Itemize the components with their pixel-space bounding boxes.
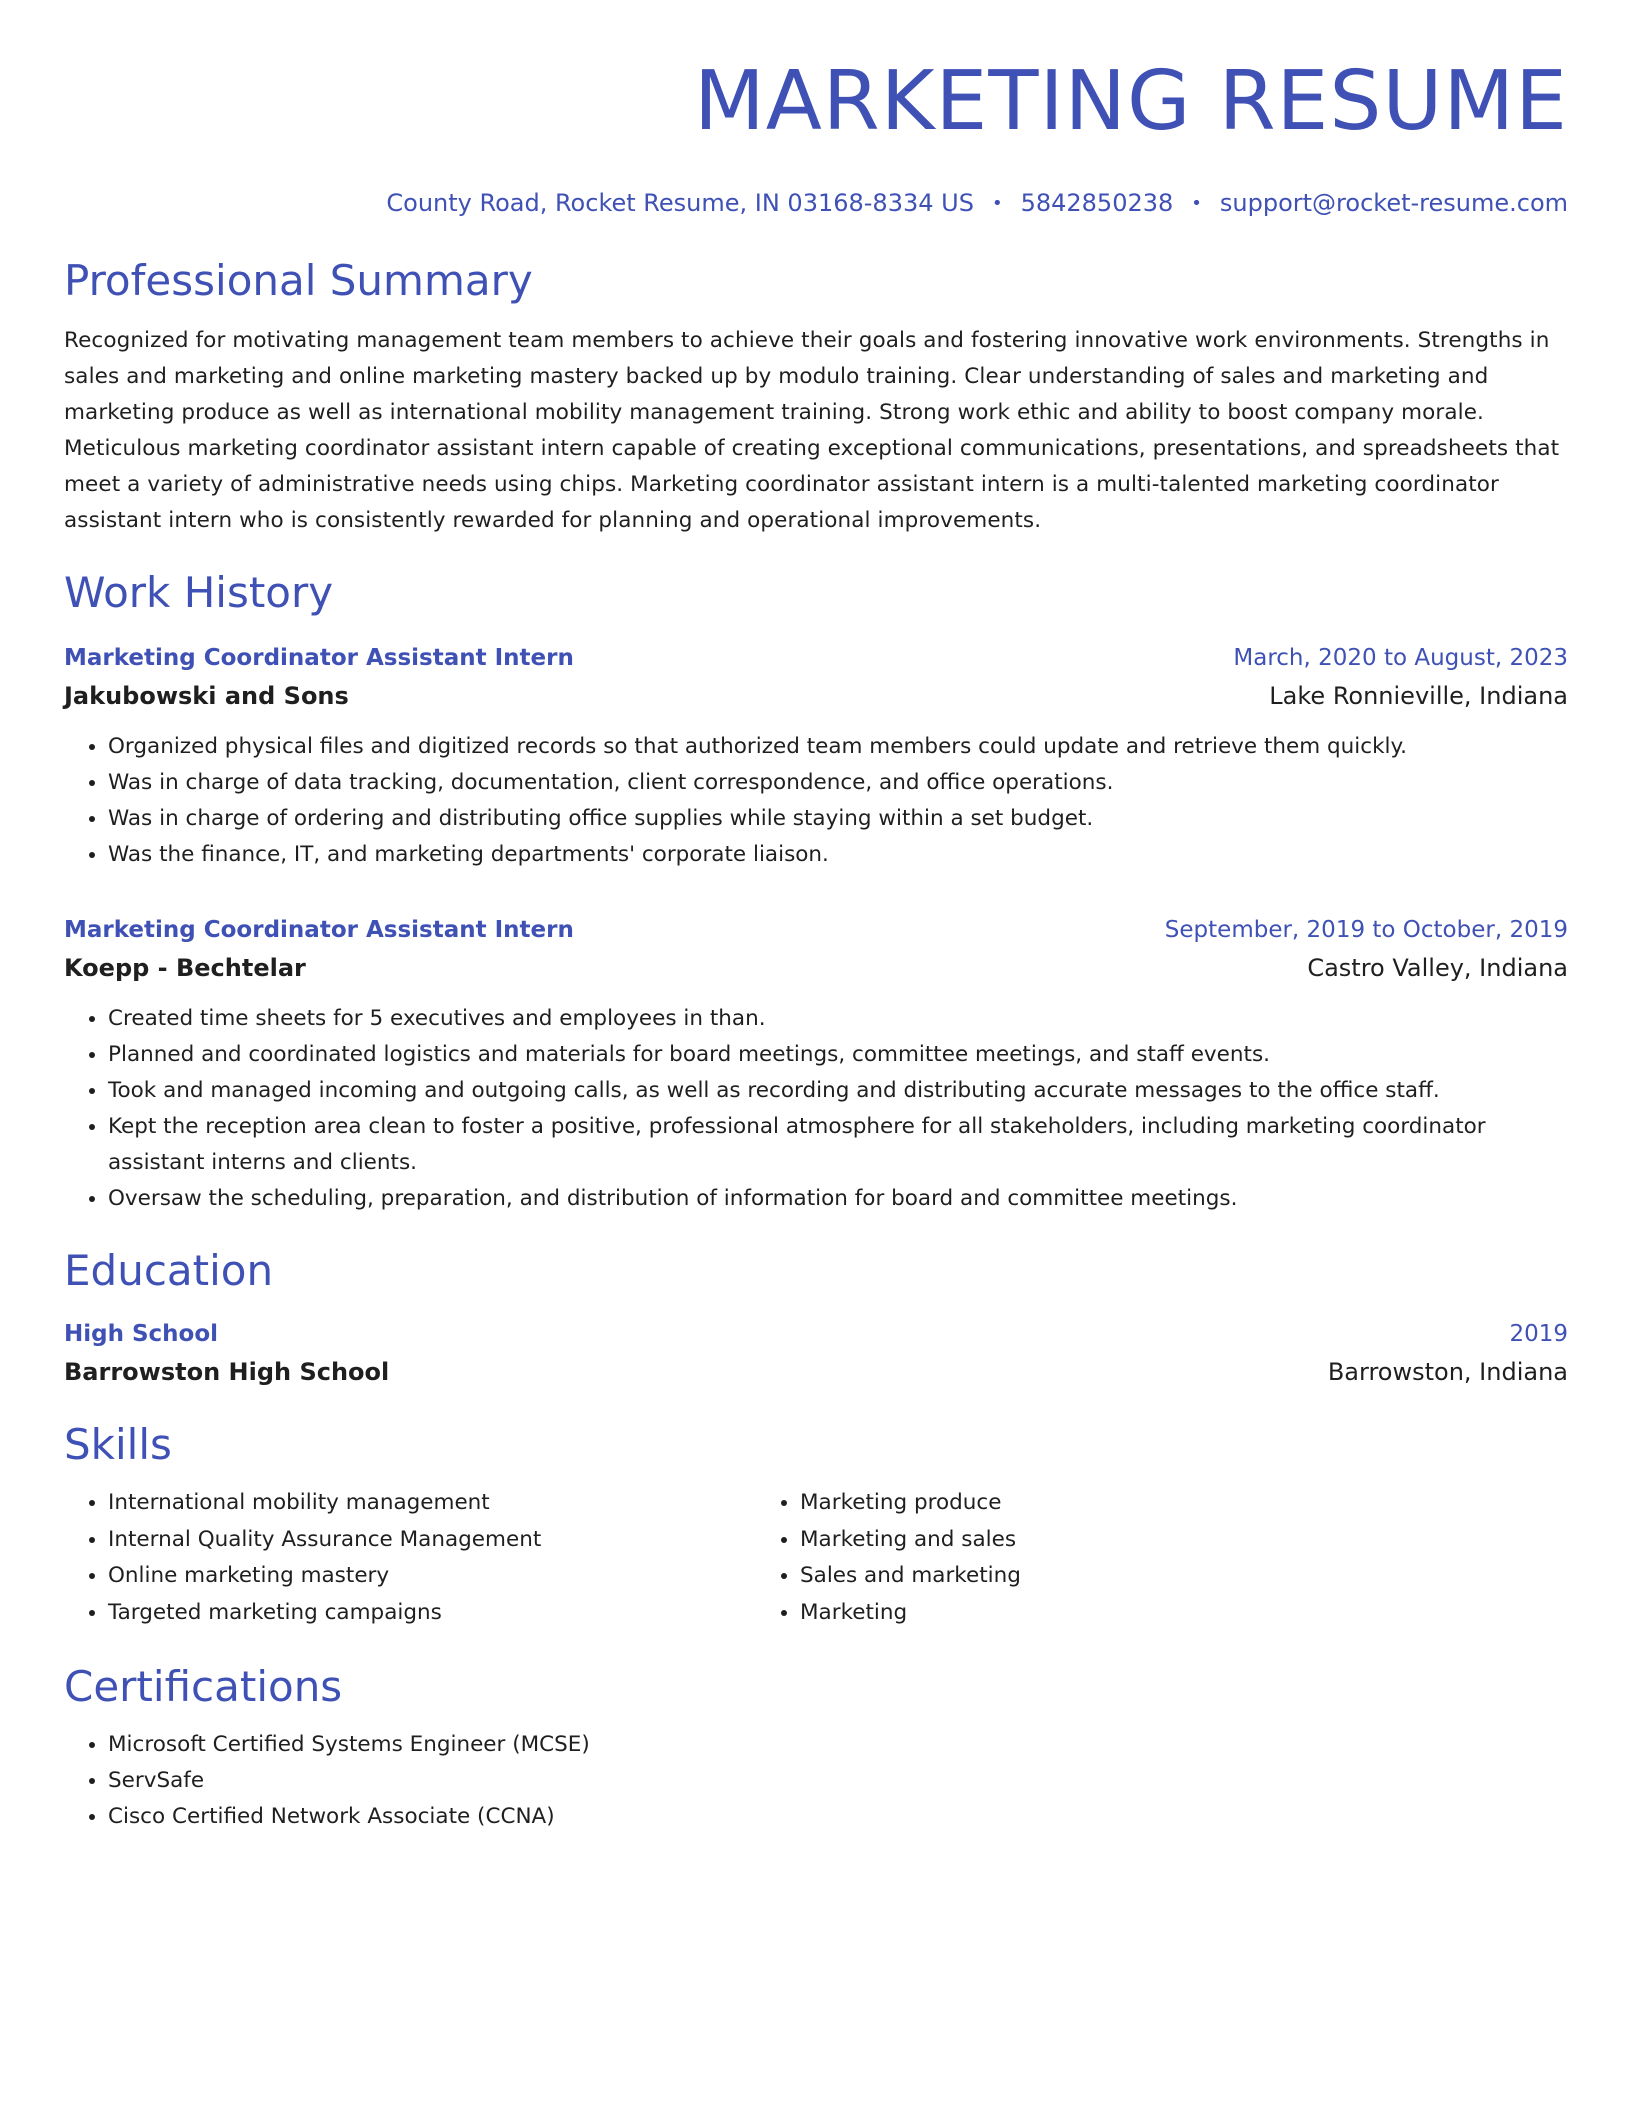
skills-section — [64, 1419, 1568, 1631]
job-bullet: • Oversaw the scheduling, preparation, and distribution of information for board and committee meetings. — [108, 1181, 1568, 1217]
summary-heading: Professional Summary — [64, 256, 533, 305]
skill-item: • Marketing produce — [800, 1485, 1448, 1522]
job-role: Marketing Coordinator Assistant Intern — [64, 917, 574, 943]
education-degree: High School — [64, 1321, 219, 1347]
job-entry — [64, 639, 1568, 873]
skill-item: • Marketing and sales — [800, 1522, 1448, 1559]
skills-column-right — [756, 1485, 1448, 1631]
education-year: 2019 — [1509, 1321, 1568, 1347]
skills-column-left — [64, 1485, 756, 1631]
job-bullet: • Took and managed incoming and outgoing calls, as well as recording and distributing accurate messages to the office staff. — [108, 1073, 1568, 1109]
job-header-row — [64, 639, 1568, 677]
education-school: Barrowston High School — [64, 1358, 390, 1386]
job-bullet: • Organized physical files and digitized records so that authorized team members could update and retrieve them quickly. — [108, 729, 1568, 765]
summary-text: Recognized for motivating management team members to achieve their goals and fostering innovative work environments. Strengths in sales and marketing and online marketing mastery backed up by modulo training. Clear understanding of sales and marketing and marketing produce as well as international mobility management training. Strong work ethic and ability to boost company morale. Meticulous marketing coordinator assistant intern capable of creating exceptional communications, presentations, and spreadsheets that meet a variety of administrative needs using chips. Marketing coordinator assistant intern is a multi-talented marketing coordinator assistant intern who is consistently rewarded for planning and operational improvements. — [64, 328, 1560, 533]
skill-item: • Internal Quality Assurance Management — [108, 1522, 756, 1559]
education-header-row — [64, 1315, 1568, 1353]
job-bullet: • Was in charge of data tracking, documentation, client correspondence, and office operations. — [108, 765, 1568, 801]
certifications-list — [64, 1727, 1568, 1835]
education-location: Barrowston, Indiana — [1327, 1358, 1568, 1386]
contact-phone[interactable]: 5842850238 — [1020, 189, 1174, 217]
skills-grid — [64, 1485, 1568, 1631]
job-company-row — [64, 677, 1568, 715]
work-history-section — [64, 567, 1568, 1217]
job-bullets — [64, 1001, 1568, 1217]
job-header-row — [64, 911, 1568, 949]
summary-section — [64, 255, 1568, 539]
resume-name: MARKETING RESUME — [693, 54, 1568, 149]
skill-item: • Targeted marketing campaigns — [108, 1595, 756, 1632]
contact-separator: • — [991, 193, 1003, 214]
job-entry — [64, 911, 1568, 1217]
job-bullet: • Created time sheets for 5 executives and employees in than. — [108, 1001, 1568, 1037]
contact-email[interactable]: support@rocket-resume.com — [1219, 189, 1568, 217]
job-bullet: • Was in charge of ordering and distributing office supplies while staying within a set budget. — [108, 801, 1568, 837]
certification-item: • Cisco Certified Network Associate (CCNA) — [108, 1799, 1568, 1835]
skill-item: • Sales and marketing — [800, 1558, 1448, 1595]
job-bullet: • Was the finance, IT, and marketing departments' corporate liaison. — [108, 837, 1568, 873]
certification-item: • ServSafe — [108, 1763, 1568, 1799]
resume-header — [64, 52, 1568, 219]
job-role: Marketing Coordinator Assistant Intern — [64, 645, 574, 671]
education-entry — [64, 1315, 1568, 1391]
job-company: Jakubowski and Sons — [64, 682, 349, 710]
education-school-row — [64, 1353, 1568, 1391]
contact-address: County Road, Rocket Resume, IN 03168-8334 US — [386, 189, 974, 217]
certifications-section — [64, 1661, 1568, 1835]
certifications-heading: Certifications — [64, 1662, 343, 1711]
job-dates: March, 2020 to August, 2023 — [1233, 645, 1568, 671]
job-bullets — [64, 729, 1568, 873]
education-heading: Education — [64, 1246, 274, 1295]
education-section — [64, 1245, 1568, 1391]
job-location: Lake Ronnieville, Indiana — [1269, 682, 1568, 710]
skill-item: • Marketing — [800, 1595, 1448, 1632]
job-bullet: • Kept the reception area clean to foster a positive, professional atmosphere for all stakeholders, including marketing coordinator assistant interns and clients. — [108, 1109, 1568, 1181]
job-company-row — [64, 949, 1568, 987]
skill-item: • International mobility management — [108, 1485, 756, 1522]
contact-line — [64, 188, 1568, 219]
job-location: Castro Valley, Indiana — [1307, 954, 1568, 982]
job-company: Koepp - Bechtelar — [64, 954, 306, 982]
job-bullet: • Planned and coordinated logistics and materials for board meetings, committee meetings, and staff events. — [108, 1037, 1568, 1073]
job-dates: September, 2019 to October, 2019 — [1164, 917, 1568, 943]
contact-separator: • — [1191, 193, 1202, 214]
certification-item: • Microsoft Certified Systems Engineer (MCSE) — [108, 1727, 1568, 1763]
skill-item: • Online marketing mastery — [108, 1558, 756, 1595]
work-history-heading: Work History — [64, 568, 334, 617]
skills-heading: Skills — [64, 1420, 172, 1469]
